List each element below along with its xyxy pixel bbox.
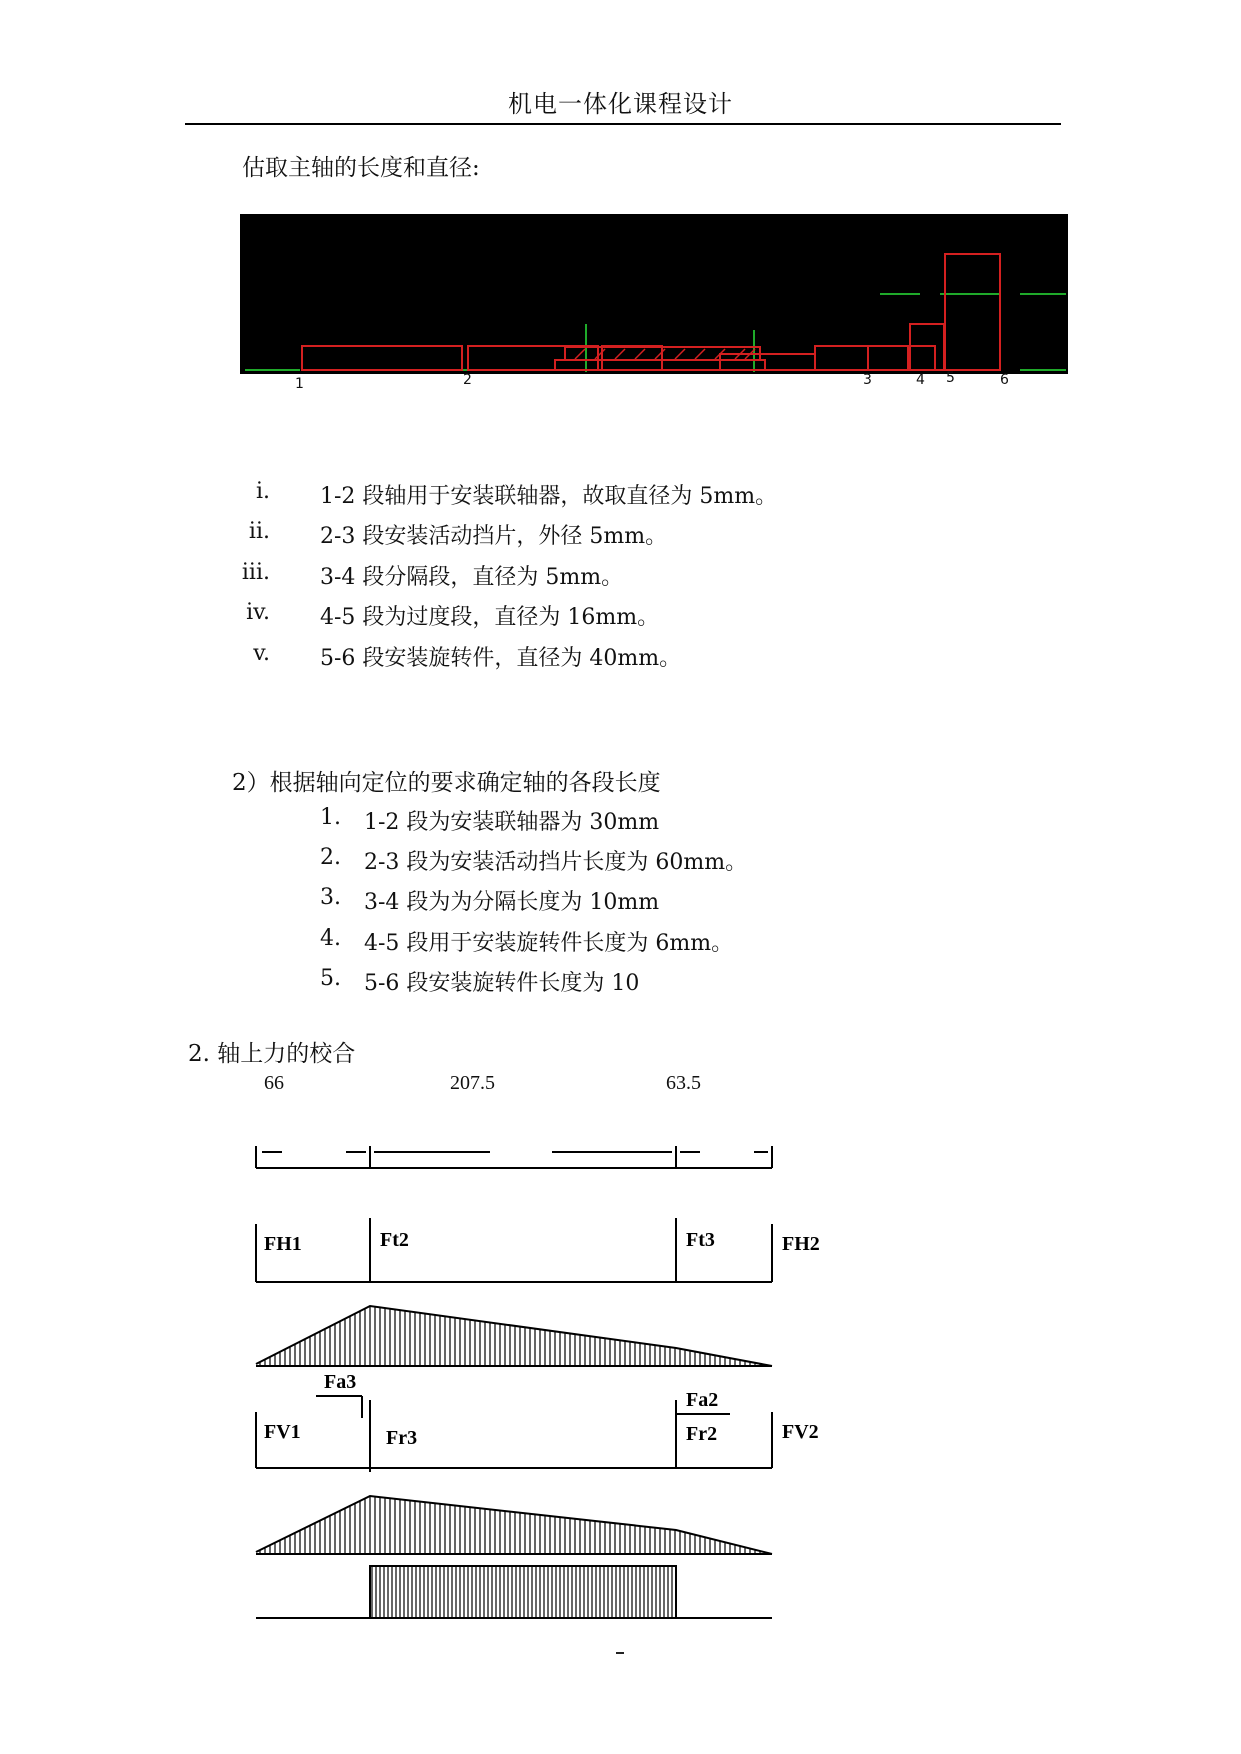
cad-label-2: 2 bbox=[463, 372, 472, 388]
diameter-item: 3-4 段分隔段，直径为 5mm。 bbox=[320, 565, 624, 590]
diameter-item: 1-2 段轴用于安装联轴器，故取直径为 5mm。 bbox=[320, 484, 778, 509]
page-header: 机电一体化课程设计 bbox=[508, 90, 733, 118]
length-marker: 1. bbox=[320, 805, 341, 830]
dim-label-66: 66 bbox=[264, 1072, 284, 1094]
length-marker: 4. bbox=[320, 926, 341, 951]
diameter-marker: i. bbox=[255, 479, 270, 504]
shaft-cad-drawing bbox=[240, 214, 1068, 374]
length-marker: 2. bbox=[320, 845, 341, 870]
length-item: 2-3 段为安装活动挡片长度为 60mm。 bbox=[364, 850, 748, 875]
diameter-marker: iii. bbox=[241, 560, 270, 585]
cad-label-1: 1 bbox=[295, 376, 304, 392]
dim-label-63: 63.5 bbox=[666, 1072, 701, 1094]
length-item: 3-4 段为为分隔长度为 10mm bbox=[364, 890, 660, 915]
header-rule bbox=[185, 123, 1061, 125]
force-label: Fa2 bbox=[686, 1389, 719, 1411]
diameter-item: 4-5 段为过度段，直径为 16mm。 bbox=[320, 605, 660, 630]
length-marker: 3. bbox=[320, 885, 341, 910]
length-item: 4-5 段用于安装旋转件长度为 6mm。 bbox=[364, 931, 734, 956]
section2-title: 2）根据轴向定位的要求确定轴的各段长度 bbox=[232, 770, 661, 796]
force-moment-diagram bbox=[240, 1100, 840, 1640]
diameter-marker: ii. bbox=[248, 519, 270, 544]
diameter-marker: v. bbox=[253, 641, 270, 666]
force-label: Fr2 bbox=[686, 1423, 718, 1445]
section3-title: 2. 轴上力的校合 bbox=[188, 1041, 356, 1067]
force-label: FV1 bbox=[264, 1421, 301, 1443]
cad-label-6: 6 bbox=[1000, 372, 1009, 388]
force-label: FH2 bbox=[782, 1233, 820, 1255]
length-item: 5-6 段安装旋转件长度为 10 bbox=[364, 971, 640, 996]
force-label: Ft2 bbox=[380, 1229, 409, 1251]
dim-label-207: 207.5 bbox=[450, 1072, 495, 1094]
page-footer-mark bbox=[616, 1652, 624, 1654]
length-item: 1-2 段为安装联轴器为 30mm bbox=[364, 810, 660, 835]
cad-label-3: 3 bbox=[863, 372, 872, 388]
diameter-item: 2-3 段安装活动挡片，外径 5mm。 bbox=[320, 524, 668, 549]
diameter-marker: iv. bbox=[246, 600, 270, 625]
cad-label-5: 5 bbox=[946, 370, 955, 386]
force-label: Ft3 bbox=[686, 1229, 715, 1251]
force-label: Fr3 bbox=[386, 1427, 418, 1449]
cad-labels bbox=[240, 370, 1068, 398]
force-label: FV2 bbox=[782, 1421, 819, 1443]
diameter-item: 5-6 段安装旋转件，直径为 40mm。 bbox=[320, 646, 682, 671]
cad-label-4: 4 bbox=[916, 372, 925, 388]
force-label: FH1 bbox=[264, 1233, 302, 1255]
intro-text: 估取主轴的长度和直径: bbox=[242, 155, 480, 181]
force-label: Fa3 bbox=[324, 1371, 357, 1393]
length-marker: 5. bbox=[320, 966, 341, 991]
